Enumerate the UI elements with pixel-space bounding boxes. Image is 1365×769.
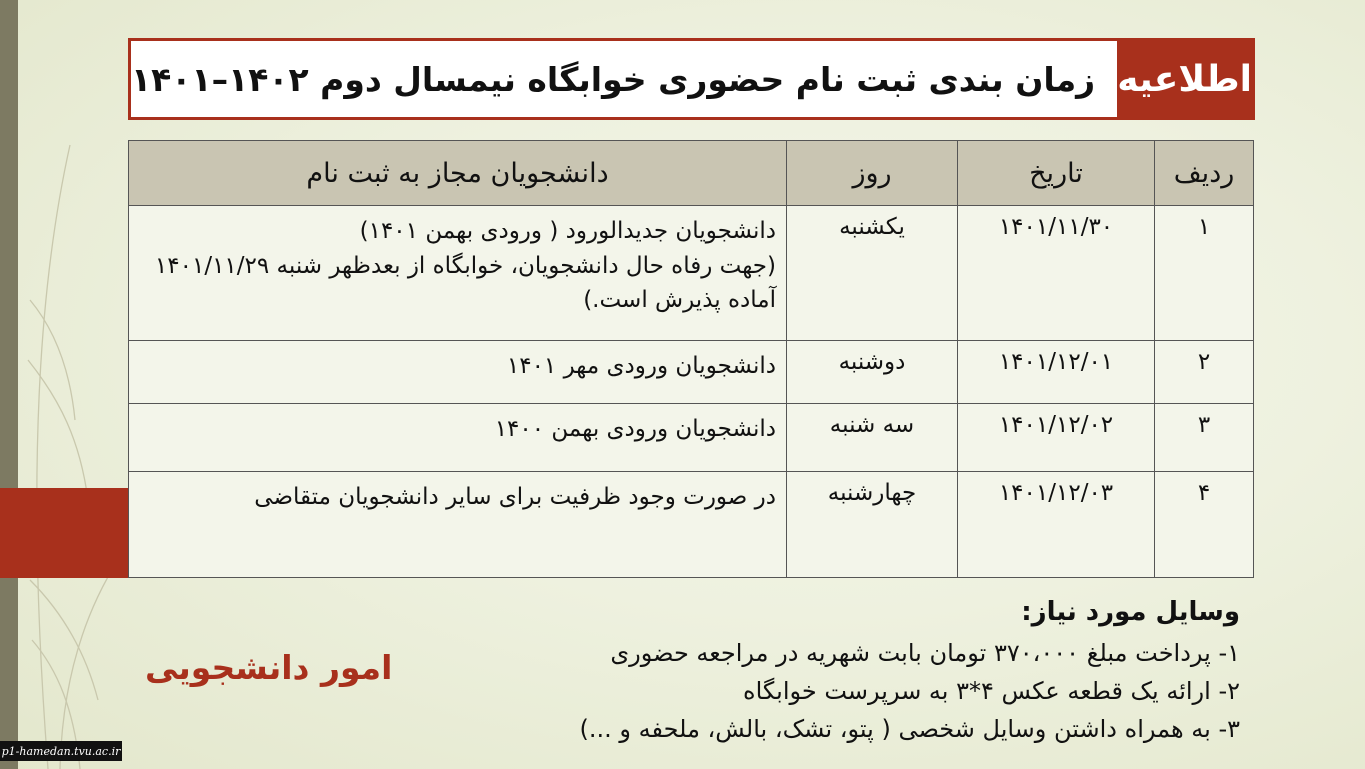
requirements-heading: وسایل مورد نیاز: xyxy=(1021,597,1240,627)
table-row xyxy=(129,206,1254,341)
row-date: ۱۴۰۱/۱۲/۰۲ xyxy=(958,404,1155,472)
header-date: تاریخ xyxy=(958,141,1155,206)
schedule-table xyxy=(128,140,1254,578)
red-accent-block xyxy=(0,488,128,578)
row-number: ۴ xyxy=(1155,472,1254,578)
row-day: چهارشنبه xyxy=(787,472,958,578)
requirements-section xyxy=(580,592,1240,749)
title-banner xyxy=(128,38,1255,120)
website-watermark: p1-hamedan.tvu.ac.ir xyxy=(0,741,122,761)
row-day: یکشنبه xyxy=(787,206,958,341)
table-header-row xyxy=(129,141,1254,206)
requirement-item: ۳- به همراه داشتن وسایل شخصی ( پتو، تشک، بالش، ملحفه و ...) xyxy=(579,715,1240,744)
row-students: دانشجویان ورودی بهمن ۱۴۰۰ xyxy=(129,404,787,472)
table-row xyxy=(129,341,1254,404)
requirement-item: ۱- پرداخت مبلغ ۳۷۰،۰۰۰ تومان بابت شهریه در مراجعه حضوری xyxy=(610,638,1240,667)
row-students: دانشجویان ورودی مهر ۱۴۰۱ xyxy=(129,341,787,404)
header-day: روز xyxy=(787,141,958,206)
row-date: ۱۴۰۱/۱۱/۳۰ xyxy=(958,206,1155,341)
department-name: امور دانشجویی xyxy=(145,648,393,687)
row-number: ۲ xyxy=(1155,341,1254,404)
row-students: دانشجویان جدیدالورود ( ورودی بهمن ۱۴۰۱) (جهت رفاه حال دانشجویان، خوابگاه از بعدظهر شنبه ۱۴۰۱/۱۱/۲۹ آماده پذیرش است.) xyxy=(129,206,787,341)
row-date: ۱۴۰۱/۱۲/۰۱ xyxy=(958,341,1155,404)
row-students: در صورت وجود ظرفیت برای سایر دانشجویان متقاضی xyxy=(129,472,787,578)
row-day: سه شنبه xyxy=(787,404,958,472)
page-title: زمان بندی ثبت نام حضوری خوابگاه نیمسال دوم ۱۴۰۲–۱۴۰۱ xyxy=(131,59,1096,99)
frond-decoration xyxy=(0,0,140,769)
header-students: دانشجویان مجاز به ثبت نام xyxy=(129,141,787,206)
header-row-number: ردیف xyxy=(1155,141,1254,206)
table-row xyxy=(129,404,1254,472)
requirement-item: ۲- ارائه یک قطعه عکس ۴*۳ به سرپرست خوابگاه xyxy=(743,676,1240,705)
row-number: ۱ xyxy=(1155,206,1254,341)
row-number: ۳ xyxy=(1155,404,1254,472)
table-row xyxy=(129,472,1254,578)
row-day: دوشنبه xyxy=(787,341,958,404)
announcement-label: اطلاعیه xyxy=(1117,41,1252,117)
row-date: ۱۴۰۱/۱۲/۰۳ xyxy=(958,472,1155,578)
